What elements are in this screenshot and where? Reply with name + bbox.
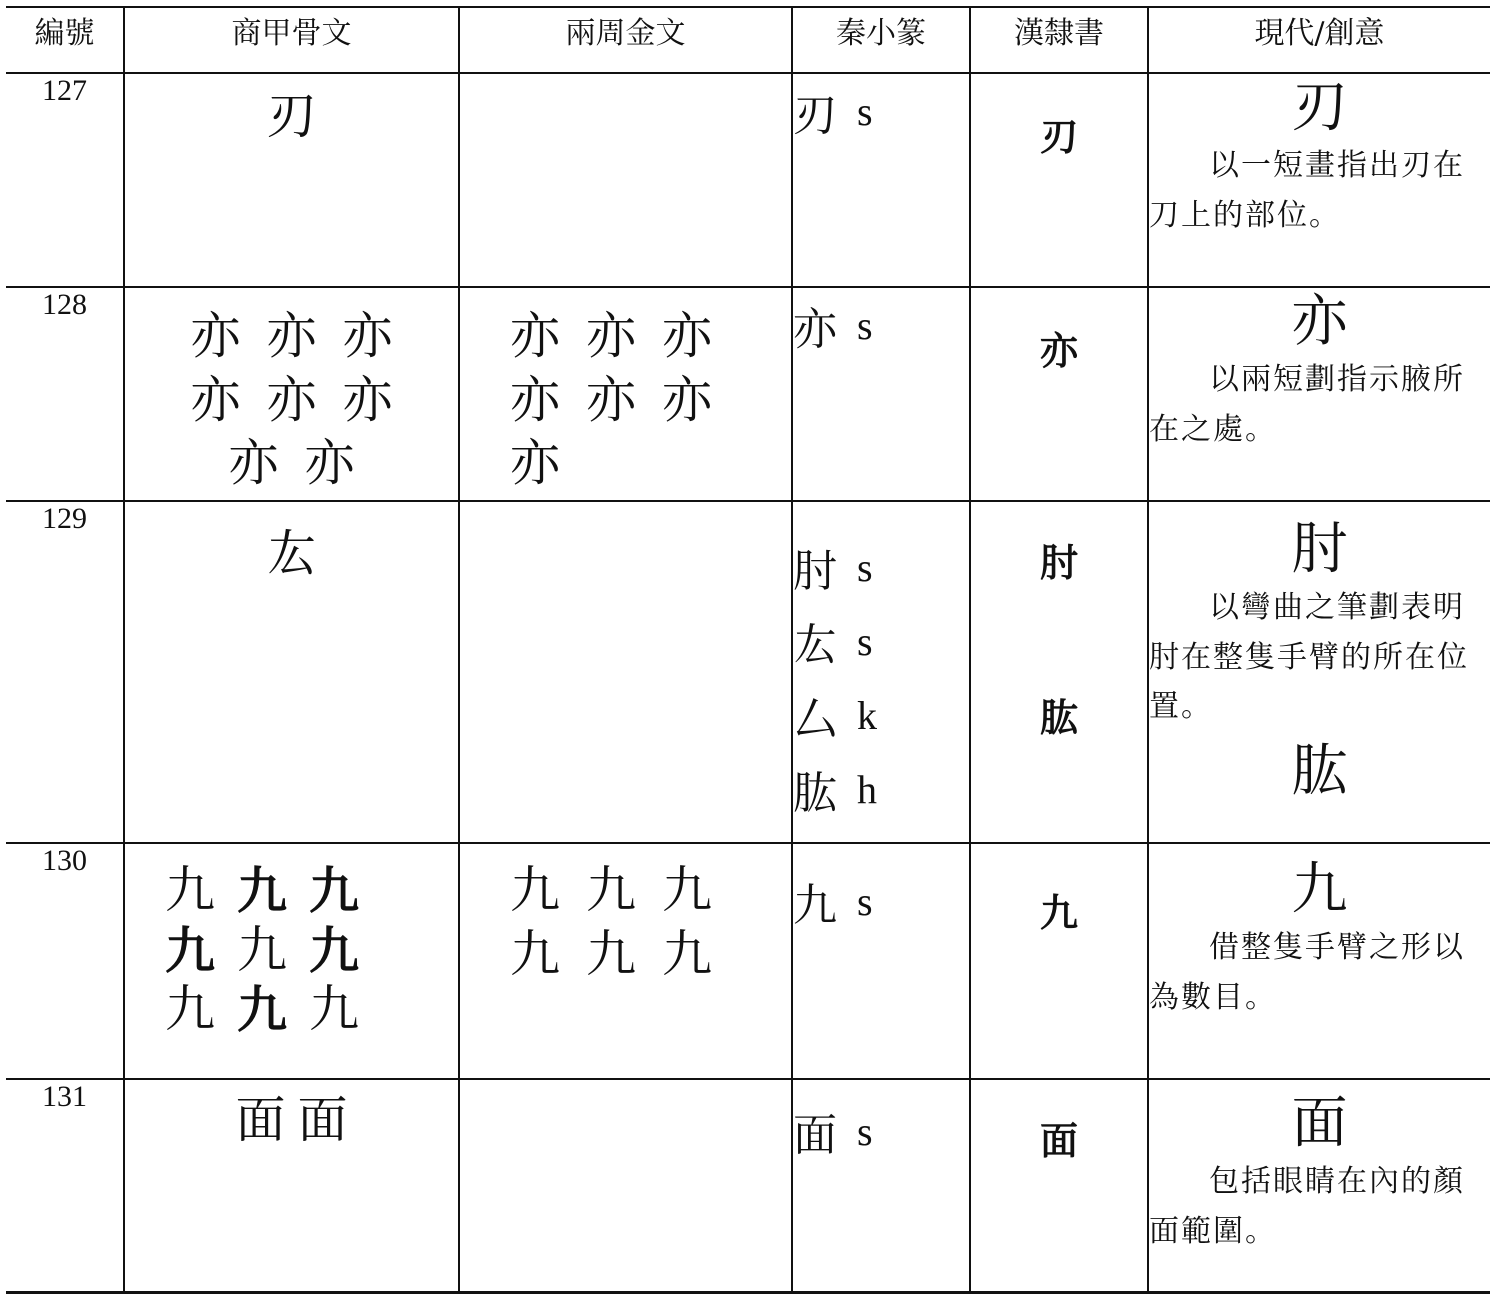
clerical-cell <box>970 73 1148 287</box>
modern-char: 刃 <box>1291 75 1348 140</box>
modern-explanation: 以一短畫指出刃在刀上的部位。 <box>1149 148 1465 233</box>
bronze-glyph: 亦 <box>662 370 712 429</box>
bronze-cell <box>459 73 792 287</box>
modern-char: 九 <box>1291 857 1348 922</box>
bronze-glyph: 亦 <box>586 307 636 365</box>
oracle-cell <box>124 843 459 1079</box>
oracle-cell <box>124 73 459 287</box>
seal-entry <box>793 1094 969 1168</box>
modern-explanation: 以彎曲之筆劃表明肘在整隻手臂的所在位置。 <box>1149 590 1469 725</box>
seal-entry <box>793 530 969 604</box>
oracle-glyph: 九 <box>237 861 287 920</box>
bronze-glyph: 亦 <box>662 307 712 365</box>
seal-glyph: 面 <box>793 1110 837 1161</box>
modern-char: 肘 <box>1291 517 1348 582</box>
bronze-cell <box>459 287 792 501</box>
modern-char: 亦 <box>1291 289 1348 354</box>
bronze-glyph: 九 <box>662 861 712 919</box>
seal-source: h <box>857 766 877 812</box>
seal-entry <box>793 678 969 752</box>
clerical-cell <box>970 501 1148 843</box>
modern-cell <box>1148 501 1490 843</box>
seal-source: s <box>857 1108 873 1154</box>
seal-glyph: 厷 <box>793 620 837 671</box>
oracle-glyph: 面 <box>235 1091 286 1149</box>
modern-cell <box>1148 843 1490 1079</box>
clerical-glyph: 亦 <box>1039 329 1078 373</box>
modern-char: 面 <box>1291 1091 1348 1156</box>
header-row <box>6 7 1490 73</box>
bronze-cell <box>459 843 792 1079</box>
oracle-glyph: 九 <box>165 861 215 919</box>
table-row <box>6 73 1490 287</box>
oracle-glyph: 九 <box>165 920 215 980</box>
seal-cell <box>792 287 970 501</box>
clerical-cell <box>970 843 1148 1079</box>
bronze-glyph: 亦 <box>510 434 560 492</box>
bronze-cell <box>459 1079 792 1293</box>
bronze-glyph: 亦 <box>510 370 560 429</box>
clerical-cell <box>970 1079 1148 1293</box>
oracle-glyph: 亦 <box>190 307 241 365</box>
oracle-glyph: 亦 <box>228 434 279 492</box>
oracle-glyph: 九 <box>309 980 359 1038</box>
clerical-glyph: 肱 <box>1039 696 1078 740</box>
bronze-cell <box>459 501 792 843</box>
table-row <box>6 1079 1490 1293</box>
seal-entry <box>793 74 969 148</box>
seal-cell <box>792 843 970 1079</box>
oracle-glyph: 九 <box>237 980 287 1039</box>
oracle-glyph: 面 <box>297 1091 348 1149</box>
seal-glyph: 肱 <box>793 768 837 819</box>
clerical-cell <box>970 287 1148 501</box>
oracle-glyph: 九 <box>237 920 287 979</box>
clerical-glyph: 肘 <box>1039 541 1078 585</box>
oracle-glyph: 九 <box>309 920 359 980</box>
oracle-glyph: 亦 <box>266 370 317 429</box>
header-clerical: 漢隸書 <box>970 7 1148 73</box>
seal-cell <box>792 73 970 287</box>
bronze-glyph: 九 <box>662 924 712 983</box>
header-modern: 現代/創意 <box>1148 7 1490 73</box>
modern-cell <box>1148 287 1490 501</box>
seal-glyph: 刃 <box>793 90 837 141</box>
bronze-glyph: 九 <box>586 861 636 919</box>
oracle-glyph: 亦 <box>190 370 241 429</box>
bronze-glyph: 亦 <box>510 307 560 365</box>
seal-source: s <box>857 618 873 664</box>
modern-char: 肱 <box>1291 738 1348 804</box>
header-small-seal: 秦小篆 <box>792 7 970 73</box>
row-number: 129 <box>6 501 124 843</box>
oracle-glyph: 亦 <box>304 434 355 492</box>
modern-explanation: 包括眼睛在內的顏面範圍。 <box>1149 1164 1465 1249</box>
clerical-glyph: 刃 <box>1039 115 1078 159</box>
modern-cell <box>1148 73 1490 287</box>
table-row <box>6 287 1490 501</box>
seal-entry <box>793 288 969 362</box>
oracle-glyph: 刃 <box>266 87 317 145</box>
oracle-glyph: 亦 <box>342 370 393 429</box>
seal-entry <box>793 752 969 826</box>
seal-source: s <box>857 88 873 134</box>
seal-source: s <box>857 878 873 924</box>
header-bronze: 兩周金文 <box>459 7 792 73</box>
modern-explanation: 借整隻手臂之形以為數目。 <box>1149 930 1465 1015</box>
seal-glyph: 肘 <box>793 546 837 597</box>
oracle-cell <box>124 501 459 843</box>
seal-entry <box>793 864 969 938</box>
row-number: 127 <box>6 73 124 287</box>
clerical-glyph: 九 <box>1039 891 1078 935</box>
seal-source: s <box>857 302 873 348</box>
bronze-glyph: 九 <box>510 861 560 919</box>
row-number: 130 <box>6 843 124 1079</box>
oracle-cell <box>124 1079 459 1293</box>
header-oracle-bone: 商甲骨文 <box>124 7 459 73</box>
seal-glyph: 九 <box>793 880 837 931</box>
row-number: 128 <box>6 287 124 501</box>
oracle-glyph: 九 <box>309 861 359 920</box>
oracle-glyph: 九 <box>165 980 215 1038</box>
seal-glyph: 厶 <box>793 694 837 745</box>
seal-cell <box>792 501 970 843</box>
bronze-glyph: 亦 <box>586 370 636 429</box>
seal-cell <box>792 1079 970 1293</box>
seal-source: k <box>857 692 877 738</box>
modern-cell <box>1148 1079 1490 1293</box>
character-evolution-table <box>6 6 1490 1294</box>
oracle-glyph: 厷 <box>266 525 317 583</box>
bronze-glyph: 九 <box>510 924 560 983</box>
modern-explanation: 以兩短劃指示腋所在之處。 <box>1149 362 1465 447</box>
seal-entry <box>793 604 969 678</box>
header-number: 編號 <box>6 7 124 73</box>
seal-source: s <box>857 544 873 590</box>
oracle-cell <box>124 287 459 501</box>
oracle-glyph: 亦 <box>266 307 317 365</box>
clerical-glyph: 面 <box>1039 1119 1078 1163</box>
oracle-glyph: 亦 <box>342 307 393 365</box>
row-number: 131 <box>6 1079 124 1293</box>
bronze-glyph: 九 <box>586 924 636 983</box>
seal-glyph: 亦 <box>793 304 837 355</box>
table-row <box>6 501 1490 843</box>
table-row <box>6 843 1490 1079</box>
